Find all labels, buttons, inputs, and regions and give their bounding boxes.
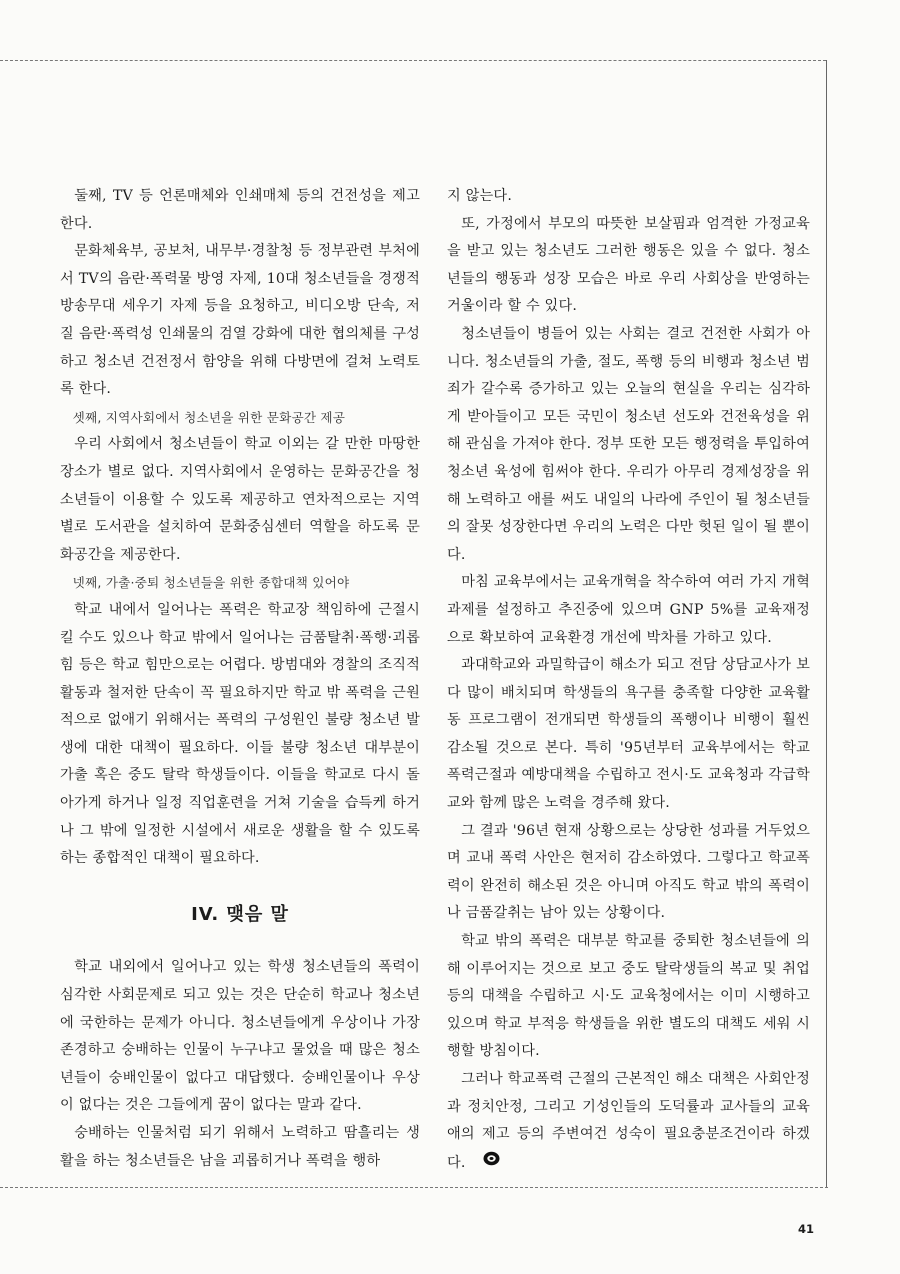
paragraph: 둘째, TV 등 언론매체와 인쇄매체 등의 건전성을 제고한다. (60, 188, 420, 232)
subheading: 넷째, 가출·중퇴 청소년들을 위한 종합대책 있어야 (72, 575, 350, 591)
paragraph: 학교 내에서 일어나는 폭력은 학교장 책임하에 근절시킬 수도 있으나 학교 밖에서 일어나는 금품탈취·폭행·괴롭힘 등은 학교 힘만으로는 어렵다. 방범대와 경찰의 조직적 활동과 철저한 단속이 꼭 필요하지만 학교 밖 폭력을 근원적으로 없애기 위해서는 폭력의 구성원인 불량 청소년 발생에 대한 대책이 필요하다. 이들 불량 청소년 대부분이 가출 혹은 중도 탈락 학생들이다. 이들을 학교로 다시 돌아가게 하거나 일정 직업훈련을 거쳐 기술을 습득케 하거나 그 밖에 일정한 시설에서 새로운 생활을 할 수 있도록 하는 종합적인 대책이 필요하다. (60, 601, 420, 867)
paragraph: 학교 내외에서 일어나고 있는 학생 청소년들의 폭력이 심각한 사회문제로 되고 있는 것은 단순히 학교나 청소년에 국한하는 문제가 아니다. 청소년들에게 우상이나 가장 존경하고 숭배하는 인물이 누구냐고 물었을 때 많은 청소년들이 숭배인물이 없다고 대답했다. 숭배인물이나 우상이 없다는 것은 그들에게 꿈이 없다는 말과 같다. (60, 959, 420, 1114)
paragraph: 우리 사회에서 청소년들이 학교 이외는 갈 만한 마땅한 장소가 별로 없다. 지역사회에서 운영하는 문화공간을 청소년들이 이용할 수 있도록 제공하고 연차적으로는 지역별로 도서관을 설치하여 문화중심센터 역할을 하도록 문화공간을 제공한다. (60, 436, 420, 563)
paragraph: 마침 교육부에서는 교육개혁을 착수하여 여러 가지 개혁과제를 설정하고 추진중에 있으며 GNP 5%를 교육재정으로 확보하여 교육환경 개선에 박차를 가하고 있다. (447, 574, 810, 646)
paragraph: 또, 가정에서 부모의 따뜻한 보살핌과 엄격한 가정교육을 받고 있는 청소년도 그러한 행동은 있을 수 없다. 청소년들의 행동과 성장 모습은 바로 우리 사회상을 반영하는 거울이라 할 수 있다. (447, 215, 810, 315)
paragraph: 문화체육부, 공보처, 내무부·경찰청 등 정부관련 부처에서 TV의 음란·폭력물 방영 자제, 10대 청소년들을 경쟁적 방송무대 세우기 자제 등을 요청하고, 비디오방 단속, 저질 음란·폭력성 인쇄물의 검열 강화에 대한 협의체를 구성하고 청소년 건전정서 함양을 위해 다방면에 걸쳐 노력토록 한다. (60, 243, 420, 398)
section-heading: IV. 맺음 말 (191, 903, 289, 925)
end-of-article-mark-icon (469, 1149, 500, 1177)
right-border-rule (826, 60, 827, 1188)
left-column (60, 183, 420, 1175)
page-number: 41 (798, 1222, 815, 1236)
top-dashed-rule (0, 60, 826, 61)
paragraph: 청소년들이 병들어 있는 사회는 결코 건전한 사회가 아니다. 청소년들의 가출, 절도, 폭행 등의 비행과 청소년 범죄가 갈수록 증가하고 있는 오늘의 현실을 우리는 심각하게 받아들이고 모든 국민이 청소년 선도와 건전육성을 위해 관심을 가져야 한다. 정부 또한 모든 행정력을 투입하여 청소년 육성에 힘써야 한다. 우리가 아무리 경제성장을 위해 노력하고 애를 써도 내일의 나라에 주인이 될 청소년들의 잘못 성장한다면 우리의 노력은 다만 헛된 일이 될 뿐이다. (447, 325, 810, 563)
bottom-dashed-rule (0, 1187, 828, 1188)
paragraph: 학교 밖의 폭력은 대부분 학교를 중퇴한 청소년들에 의해 이루어지는 것으로 보고 중도 탈락생들의 복교 및 취업 등의 대책을 수립하고 시·도 교육청에서는 이미 시행하고 있으며 학교 부적응 학생들을 위한 별도의 대책도 세워 시행할 방침이다. (447, 933, 810, 1060)
final-paragraph (447, 1066, 810, 1177)
paragraph: 그 결과 '96년 현재 상황으로는 상당한 성과를 거두었으며 교내 폭력 사안은 현저히 감소하였다. 그렇다고 학교폭력이 완전히 해소된 것은 아니며 아직도 학교 밖의 폭력이나 금품갈취는 남아 있는 상황이다. (447, 822, 810, 922)
right-column (447, 183, 810, 1177)
paragraph: 과대학교와 과밀학급이 해소가 되고 전담 상담교사가 보다 많이 배치되며 학생들의 욕구를 충족할 다양한 교육활동 프로그램이 전개되면 학생들의 폭행이나 비행이 훨씬 감소될 것으로 본다. 특히 '95년부터 교육부에서는 학교 폭력근절과 예방대책을 수립하고 전시·도 교육청과 각급학교와 함께 많은 노력을 경주해 왔다. (447, 657, 810, 812)
paragraph-continuation: 지 않는다. (447, 188, 513, 204)
subheading: 셋째, 지역사회에서 청소년을 위한 문화공간 제공 (72, 409, 346, 425)
paragraph: 숭배하는 인물처럼 되기 위해서 노력하고 땀흘리는 생활을 하는 청소년들은 남을 괴롭히거나 폭력을 행하 (60, 1125, 420, 1169)
paragraph-text: 그러나 학교폭력 근절의 근본적인 해소 대책은 사회안정과 정치안정, 그리고 기성인들의 도덕률과 교사들의 교육애의 제고 등의 주변여건 성숙이 필요충분조건이라 하겠다. (447, 1071, 810, 1171)
